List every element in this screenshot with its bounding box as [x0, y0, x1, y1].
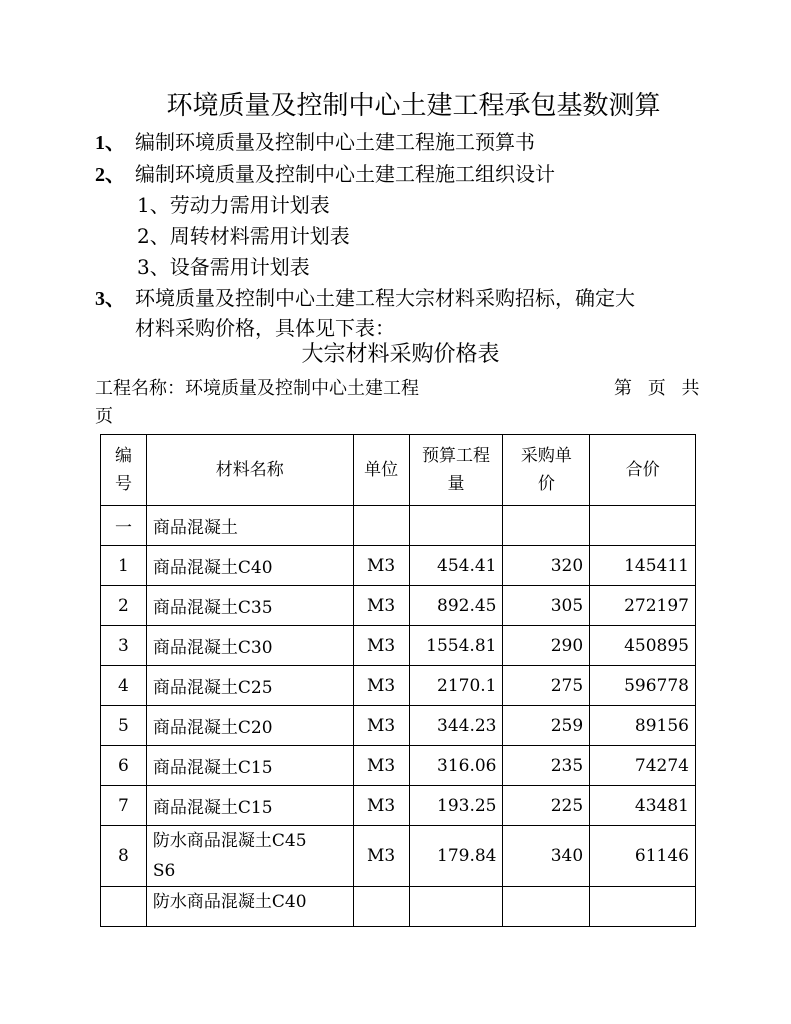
item-1-number: 1、 — [95, 132, 125, 154]
document-title: 环境质量及控制中心土建工程承包基数测算 — [166, 91, 661, 121]
section-row — [101, 506, 696, 546]
table-row — [101, 546, 696, 586]
item-3-number: 3、 — [95, 288, 125, 310]
row-unit: M3 — [353, 586, 409, 626]
item-2-number: 2、 — [95, 164, 125, 186]
row-total: 145411 — [590, 546, 696, 586]
table-body — [101, 546, 696, 826]
row-total: 61146 — [590, 826, 696, 887]
row-unit-price: 225 — [503, 786, 590, 826]
row-quantity: 179.84 — [409, 826, 503, 887]
row-unit-price: 305 — [503, 586, 590, 626]
table-row — [101, 666, 696, 706]
row-number: 7 — [101, 786, 147, 826]
row-material-name: 商品混凝土C15 — [146, 746, 353, 786]
table-row — [101, 706, 696, 746]
item-1-text: 编制环境质量及控制中心土建工程施工预算书 — [135, 130, 535, 154]
row-unit: M3 — [353, 666, 409, 706]
header-unit: 单位 — [353, 435, 409, 506]
header-total: 合价 — [590, 435, 696, 506]
page-info-continued: 页 — [95, 406, 113, 427]
row-material-name: 商品混凝土C25 — [146, 666, 353, 706]
row-unit-price: 235 — [503, 746, 590, 786]
row-unit: M3 — [353, 746, 409, 786]
row-number: 3 — [101, 626, 147, 666]
row-material-name: 商品混凝土C15 — [146, 786, 353, 826]
table-row — [101, 826, 696, 887]
header-number: 编 号 — [101, 435, 147, 506]
row-unit-price: 259 — [503, 706, 590, 746]
row-unit: M3 — [353, 786, 409, 826]
row-number: 6 — [101, 746, 147, 786]
row-number: 8 — [101, 826, 147, 887]
section-number: 一 — [101, 506, 147, 546]
row-unit: M3 — [353, 826, 409, 887]
row-total: 74274 — [590, 746, 696, 786]
item-3-text-line2: 材料采购价格，具体见下表： — [135, 316, 395, 340]
row-material-name: 防水商品混凝土C40 — [146, 887, 353, 927]
row-unit-price: 320 — [503, 546, 590, 586]
item-1 — [95, 128, 535, 157]
header-unit-price: 采购单 价 — [503, 435, 590, 506]
row-material-name: 商品混凝土C35 — [146, 586, 353, 626]
project-name-line: 工程名称：环境质量及控制中心土建工程 — [95, 378, 419, 399]
item-2-text: 编制环境质量及控制中心土建工程施工组织设计 — [135, 162, 555, 186]
page-info: 第 页 共 — [614, 378, 700, 399]
price-table — [100, 434, 696, 927]
row-unit: M3 — [353, 706, 409, 746]
row-material-name: 防水商品混凝土C45 S6 — [146, 826, 353, 887]
row-quantity: 316.06 — [409, 746, 503, 786]
row-quantity: 892.45 — [409, 586, 503, 626]
row-quantity: 344.23 — [409, 706, 503, 746]
item-3 — [95, 284, 635, 313]
table-row-partial — [101, 887, 696, 927]
row-number: 5 — [101, 706, 147, 746]
item-2 — [95, 160, 555, 189]
row-total: 272197 — [590, 586, 696, 626]
row-quantity: 1554.81 — [409, 626, 503, 666]
table-header-row — [101, 435, 696, 506]
row-material-name: 商品混凝土C30 — [146, 626, 353, 666]
row-unit-price: 290 — [503, 626, 590, 666]
sub-item-2: 2、周转材料需用计划表 — [137, 224, 350, 248]
table-row — [101, 786, 696, 826]
table-row — [101, 746, 696, 786]
header-material-name: 材料名称 — [146, 435, 353, 506]
row-total: 89156 — [590, 706, 696, 746]
row-unit-price: 340 — [503, 826, 590, 887]
table-row — [101, 626, 696, 666]
row-quantity: 2170.1 — [409, 666, 503, 706]
row-quantity: 193.25 — [409, 786, 503, 826]
sub-item-1: 1、劳动力需用计划表 — [137, 193, 330, 217]
row-unit: M3 — [353, 626, 409, 666]
row-unit: M3 — [353, 546, 409, 586]
row-quantity: 454.41 — [409, 546, 503, 586]
page-bottom-margin — [0, 930, 791, 1024]
section-name: 商品混凝土 — [146, 506, 353, 546]
row-number: 4 — [101, 666, 147, 706]
row-number: 2 — [101, 586, 147, 626]
row-material-name: 商品混凝土C40 — [146, 546, 353, 586]
table-row — [101, 586, 696, 626]
row-material-name: 商品混凝土C20 — [146, 706, 353, 746]
item-3-text-line1: 环境质量及控制中心土建工程大宗材料采购招标，确定大 — [135, 286, 635, 310]
header-quantity: 预算工程 量 — [409, 435, 503, 506]
row-total: 596778 — [590, 666, 696, 706]
sub-item-3: 3、设备需用计划表 — [137, 255, 310, 279]
row-number: 1 — [101, 546, 147, 586]
row-unit-price: 275 — [503, 666, 590, 706]
row-total: 450895 — [590, 626, 696, 666]
table-title: 大宗材料采购价格表 — [301, 342, 500, 367]
row-total: 43481 — [590, 786, 696, 826]
